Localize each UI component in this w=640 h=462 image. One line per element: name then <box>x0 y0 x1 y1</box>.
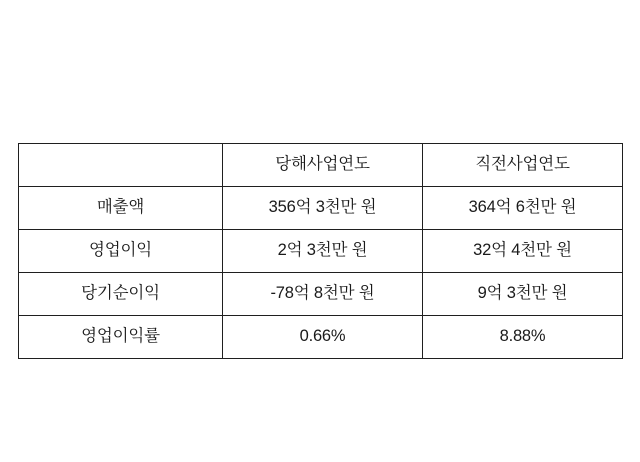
table-header-row <box>19 144 623 187</box>
financial-table-container <box>18 143 622 359</box>
header-cell-blank <box>19 144 223 187</box>
cell-revenue-previous: 364억 6천만 원 <box>423 187 623 230</box>
row-label-operating-profit: 영업이익 <box>19 230 223 273</box>
row-label-operating-margin: 영업이익률 <box>19 316 223 359</box>
cell-operating-profit-previous: 32억 4천만 원 <box>423 230 623 273</box>
table-row <box>19 316 623 359</box>
header-cell-current-year: 당해사업연도 <box>223 144 423 187</box>
row-label-revenue: 매출액 <box>19 187 223 230</box>
cell-revenue-current: 356억 3천만 원 <box>223 187 423 230</box>
table-row <box>19 187 623 230</box>
cell-operating-margin-previous: 8.88% <box>423 316 623 359</box>
row-label-net-income: 당기순이익 <box>19 273 223 316</box>
cell-net-income-current: -78억 8천만 원 <box>223 273 423 316</box>
cell-operating-margin-current: 0.66% <box>223 316 423 359</box>
cell-net-income-previous: 9억 3천만 원 <box>423 273 623 316</box>
table-row <box>19 273 623 316</box>
header-cell-previous-year: 직전사업연도 <box>423 144 623 187</box>
financial-summary-table <box>18 143 623 359</box>
cell-operating-profit-current: 2억 3천만 원 <box>223 230 423 273</box>
table-row <box>19 230 623 273</box>
